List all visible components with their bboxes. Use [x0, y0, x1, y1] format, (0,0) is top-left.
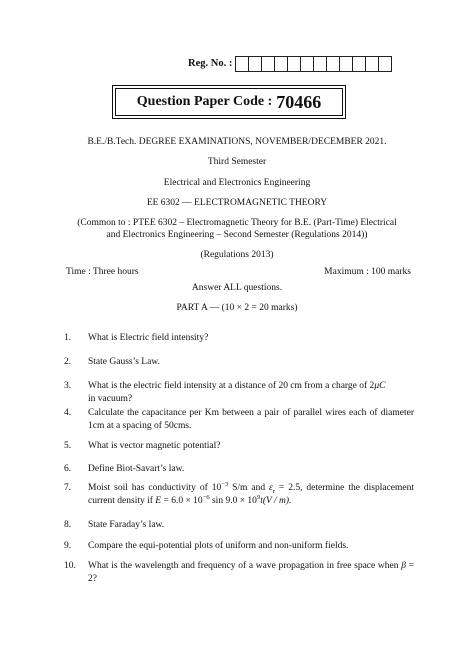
question-text: What is Electric field intensity?: [88, 333, 209, 343]
reg-no-digit-box[interactable]: [313, 56, 327, 72]
branch: Electrical and Electronics Engineering: [163, 178, 311, 188]
question-4: [64, 407, 414, 433]
question-8: [64, 519, 414, 532]
question-text: State Faraday’s law.: [88, 520, 165, 530]
question-number: 8.: [64, 520, 72, 530]
question-number: 2.: [64, 357, 72, 367]
reg-no-digit-box[interactable]: [352, 56, 366, 72]
reg-no-digit-box[interactable]: [326, 56, 340, 72]
question-number: 5.: [64, 441, 72, 451]
question-3: [64, 380, 414, 406]
question-number: 3.: [64, 381, 72, 391]
question-number: 1.: [64, 333, 72, 343]
time-allowed: Time : Three hours: [66, 267, 139, 277]
question-paper-code-label: Question Paper Code :: [136, 94, 273, 109]
question-number: 9.: [64, 541, 72, 551]
regulations: (Regulations 2013): [200, 250, 274, 260]
reg-no-boxes[interactable]: [236, 56, 392, 72]
time-marks-row: [66, 267, 411, 277]
question-text: Define Biot-Savart’s law.: [88, 464, 185, 474]
question-text: Compare the equi-potential plots of uniform and non-uniform fields.: [88, 541, 349, 551]
reg-no-digit-box[interactable]: [365, 56, 379, 72]
question-text: What is the electric field intensity at a distance of 20 cm from a charge of 2μC in vacuum?: [88, 381, 386, 404]
reg-no-digit-box[interactable]: [261, 56, 275, 72]
question-text: Calculate the capacitance per Km between a pair of parallel wires each of diameter 1cm at a spacing of 50cms.: [88, 408, 414, 431]
question-1: [64, 332, 414, 345]
question-2: [64, 356, 414, 369]
reg-no-digit-box[interactable]: [248, 56, 262, 72]
reg-no-digit-box[interactable]: [274, 56, 288, 72]
common-note-line1: (Common to : PTEE 6302 – Electromagnetic Theory for B.E. (Part-Time) Electrical: [77, 218, 397, 228]
reg-no-digit-box[interactable]: [378, 56, 392, 72]
question-7: [64, 482, 414, 508]
reg-no-digit-box[interactable]: [287, 56, 301, 72]
maximum-marks: Maximum : 100 marks: [324, 267, 411, 277]
question-text: What is vector magnetic potential?: [88, 441, 221, 451]
question-9: [64, 540, 414, 553]
question-number: 7.: [64, 483, 72, 493]
reg-no-digit-box[interactable]: [339, 56, 353, 72]
common-note-line2: and Electronics Engineering – Second Semester (Regulations 2014)): [106, 230, 368, 240]
question-text: Moist soil has conductivity of $10^{-3}$ S/m and $\varepsilon_r = 2.5$, determine the displacement current density if $E = 6.0 \times 10^{-6}$ $\sin 9.0 \times 10^9t(V / m)$.: [88, 480, 415, 506]
question-paper-code-box: [115, 88, 343, 116]
exam-title: B.E./B.Tech. DEGREE EXAMINATIONS, NOVEMBER/DECEMBER 2021.: [87, 137, 387, 147]
question-6: [64, 463, 414, 476]
subject-title: EE 6302 — ELECTROMAGNETIC THEORY: [146, 198, 328, 208]
semester: Third Semester: [207, 157, 267, 167]
question-paper-code: 70466: [276, 91, 322, 112]
question-number: 4.: [64, 408, 72, 418]
reg-no-label: Reg. No. :: [188, 58, 233, 69]
question-number: 10.: [64, 561, 76, 571]
question-number: 6.: [64, 464, 72, 474]
question-text: State Gauss’s Law.: [88, 357, 160, 367]
question-text: What is the wavelength and frequency of a wave propagation in free space when β = 2?: [88, 561, 414, 584]
instruction: Answer ALL questions.: [191, 283, 283, 293]
question-5: [64, 440, 414, 453]
reg-no-digit-box[interactable]: [235, 56, 249, 72]
question-10: [64, 560, 414, 586]
reg-no-digit-box[interactable]: [300, 56, 314, 72]
part-a-heading: PART A — (10 × 2 = 20 marks): [176, 303, 298, 313]
